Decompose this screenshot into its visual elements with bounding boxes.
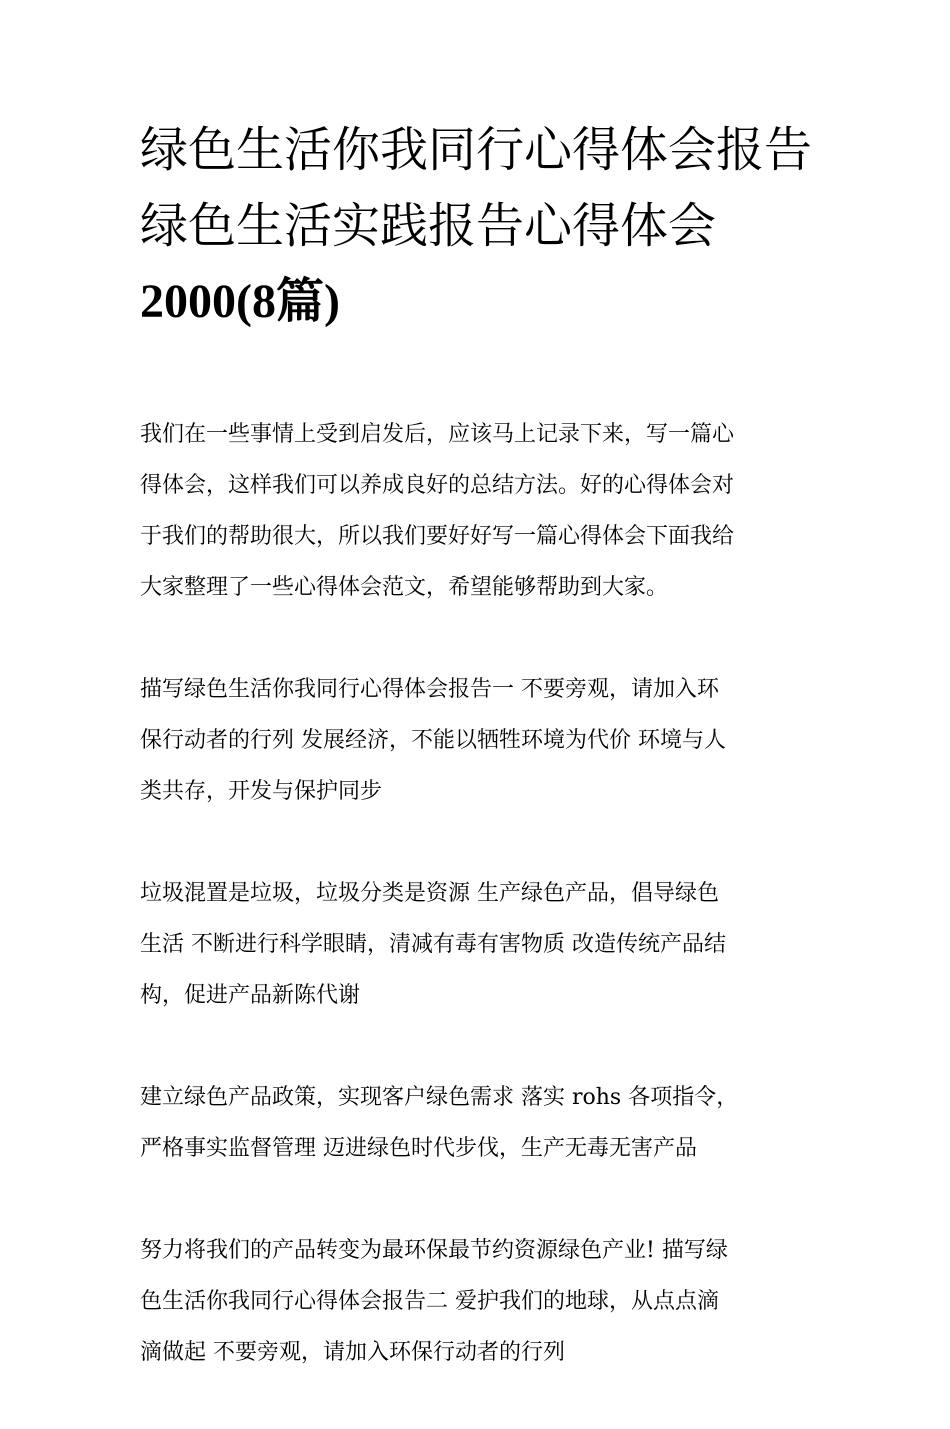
title-number-text: 2000(8篇): [140, 275, 340, 328]
paragraph-4: 努力将我们的产品转变为最环保最节约资源绿色产业! 描写绿 色生活你我同行心得体会报告二 爱护我们的地球，从点点滴 滴做起 不要旁观，请加入环保行动者的行列: [140, 1238, 728, 1365]
title-main-text: 绿色生活你我同行心得体会报告 绿色生活实践报告心得体会: [140, 122, 813, 254]
document-body: [140, 358, 812, 1429]
document-page: [140, 112, 812, 1429]
paragraph-1: 描写绿色生活你我同行心得体会报告一 不要旁观，请加入环 保行动者的行列 发展经济，不能以牺牲环境为代价 环境与人 类共存，开发与保护同步: [140, 677, 726, 804]
paragraph-intro: 我们在一些事情上受到启发后，应该马上记录下来，写一篇心 得体会，这样我们可以养成良好的总结方法。好的心得体会对 于我们的帮助很大，所以我们要好好写一篇心得体会下面我给 大家整理了一些心得体会范文，希望能够帮助到大家。: [140, 422, 735, 600]
paragraph-2: 垃圾混置是垃圾，垃圾分类是资源 生产绿色产品，倡导绿色 生活 不断进行科学眼睛，清减有毒有害物质 改造传统产品结 构，促进产品新陈代谢: [140, 881, 726, 1008]
document-title: [140, 112, 812, 340]
paragraph-3: 建立绿色产品政策，实现客户绿色需求 落实 rohs 各项指令， 严格事实监督管理 迈进绿色时代步伐，生产无毒无害产品: [140, 1085, 739, 1161]
